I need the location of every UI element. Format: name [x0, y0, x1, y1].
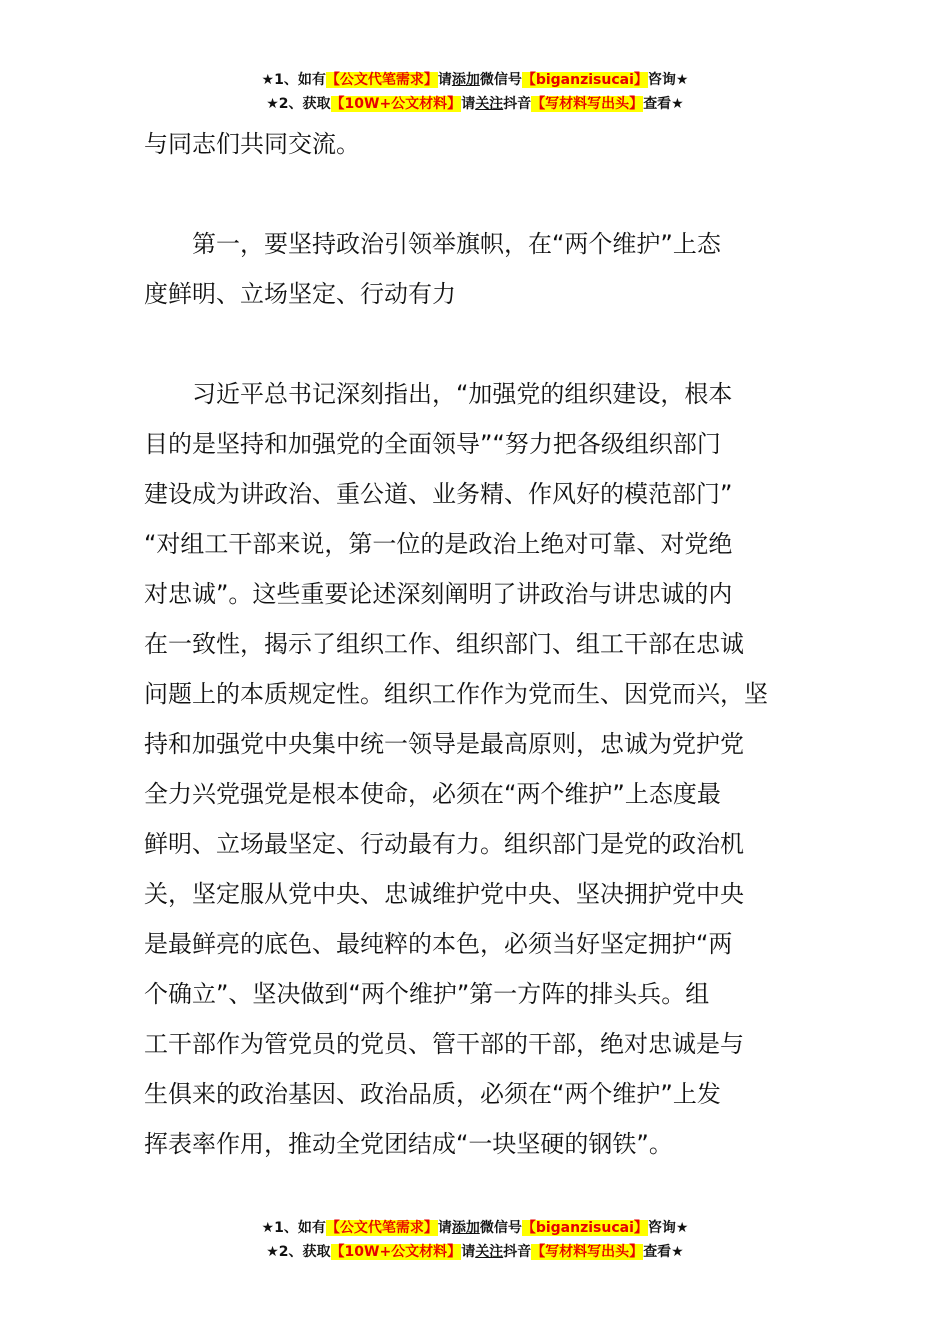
paragraph-line: 目的是坚持和加强党的全面领导”“努力把各级组织部门 [144, 430, 721, 458]
footer-banner [0, 1216, 950, 1264]
banner-highlight: 【biganzisucai】 [521, 72, 648, 88]
intro-tail-line: 与同志们共同交流。 [144, 130, 360, 158]
banner-text: 抖音 [503, 96, 532, 112]
header-banner [0, 68, 950, 116]
banner-text: ★2、获取 [266, 1244, 331, 1260]
paragraph-line: 建设成为讲政治、重公道、业务精、作风好的模范部门” [144, 480, 733, 508]
heading-line: 第一，要坚持政治引领举旗帜，在“两个维护”上态 [192, 230, 721, 258]
section-heading [144, 219, 808, 319]
paragraph-line: 问题上的本质规定性。组织工作作为党而生、因党而兴，坚 [144, 680, 768, 708]
banner-text: 微信号 [479, 1220, 522, 1236]
paragraph-line: 持和加强党中央集中统一领导是最高原则，忠诚为党护党 [144, 730, 744, 758]
banner-text: 咨询★ [647, 1220, 689, 1236]
banner-text: ★2、获取 [266, 96, 331, 112]
body-paragraph [144, 369, 808, 1169]
paragraph-line: 个确立”、坚决做到“两个维护”第一方阵的排头兵。组 [144, 980, 710, 1008]
banner-text: 查看★ [643, 96, 684, 112]
banner-line-1 [0, 1216, 950, 1240]
paragraph-line: 习近平总书记深刻指出，“加强党的组织建设，根本 [192, 380, 733, 408]
banner-text: 请 [461, 1244, 476, 1260]
banner-underlined-text: 关注 [475, 1244, 504, 1260]
paragraph-line: 在一致性，揭示了组织工作、组织部门、组工干部在忠诚 [144, 630, 744, 658]
paragraph-line: “对组工干部来说，第一位的是政治上绝对可靠、对党绝 [144, 530, 733, 558]
banner-text: 查看★ [643, 1244, 684, 1260]
paragraph-line: 全力兴党强党是根本使命，必须在“两个维护”上态度最 [144, 780, 721, 808]
banner-line-2 [0, 1240, 950, 1264]
banner-text: ★1、如有 [261, 72, 326, 88]
banner-text: 微信号 [479, 72, 522, 88]
banner-underlined-text: 添加 [451, 1220, 480, 1236]
heading-line: 度鲜明、立场坚定、行动有力 [144, 280, 456, 308]
paragraph-line: 是最鲜亮的底色、最纯粹的本色，必须当好坚定拥护“两 [144, 930, 733, 958]
banner-line-1 [0, 68, 950, 92]
banner-text: 请 [461, 96, 476, 112]
banner-text: ★1、如有 [261, 1220, 326, 1236]
paragraph-line: 关，坚定服从党中央、忠诚维护党中央、坚决拥护党中央 [144, 880, 744, 908]
banner-text: 请 [437, 72, 452, 88]
paragraph-line: 生俱来的政治基因、政治品质，必须在“两个维护”上发 [144, 1080, 721, 1108]
banner-highlight: 【10W+公文材料】 [330, 1244, 462, 1260]
banner-text: 咨询★ [647, 72, 689, 88]
banner-underlined-text: 添加 [451, 72, 480, 88]
paragraph-line: 鲜明、立场最坚定、行动最有力。组织部门是党的政治机 [144, 830, 744, 858]
banner-highlight: 【写材料写出头】 [531, 1244, 644, 1260]
banner-highlight: 【公文代笔需求】 [325, 72, 438, 88]
banner-highlight: 【10W+公文材料】 [330, 96, 462, 112]
paragraph-line: 工干部作为管党员的党员、管干部的干部，绝对忠诚是与 [144, 1030, 744, 1058]
banner-line-2 [0, 92, 950, 116]
paragraph-line: 挥表率作用，推动全党团结成“一块坚硬的钢铁”。 [144, 1130, 673, 1158]
banner-text: 抖音 [503, 1244, 532, 1260]
banner-highlight: 【biganzisucai】 [521, 1220, 648, 1236]
banner-underlined-text: 关注 [475, 96, 504, 112]
paragraph-line: 对忠诚”。这些重要论述深刻阐明了讲政治与讲忠诚的内 [144, 580, 733, 608]
banner-highlight: 【写材料写出头】 [531, 96, 644, 112]
banner-highlight: 【公文代笔需求】 [325, 1220, 438, 1236]
banner-text: 请 [437, 1220, 452, 1236]
